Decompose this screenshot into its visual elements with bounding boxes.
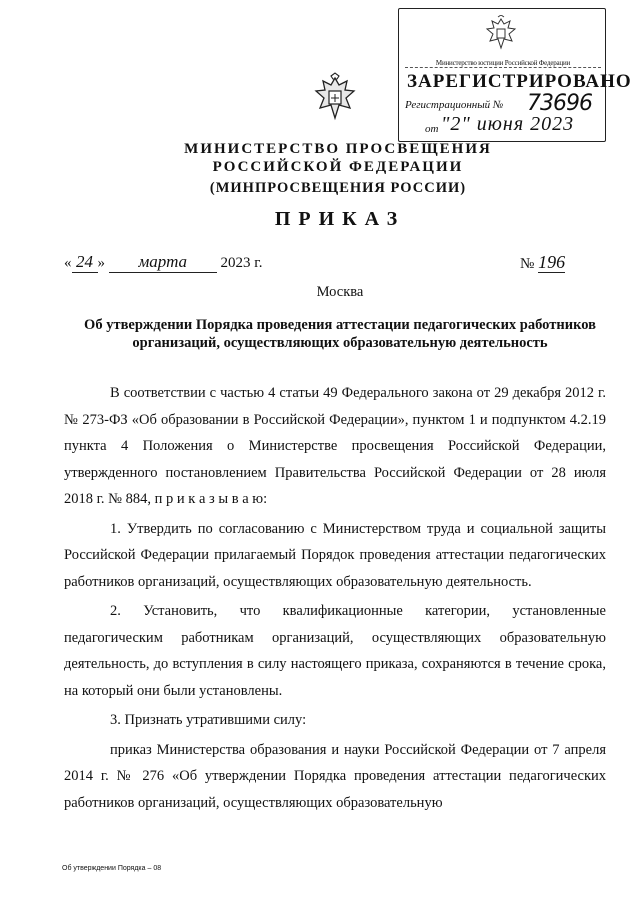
coat-of-arms-icon	[484, 15, 518, 53]
document-body	[64, 380, 606, 816]
number-value: 196	[538, 252, 566, 272]
ministry-abbreviation: (МИНПРОСВЕЩЕНИЯ РОССИИ)	[209, 180, 467, 196]
stamp-date-handwritten: "2" июня 2023	[441, 113, 575, 135]
date-close-quote: »	[97, 255, 105, 271]
stamp-registered-label: ЗАРЕГИСТРИРОВАНО	[407, 71, 632, 92]
stamp-date-label: от	[425, 123, 439, 135]
number-label: №	[520, 256, 535, 272]
paragraph-item-3: 3. Признать утратившими силу:	[110, 712, 307, 728]
title-line1: Об утверждении Порядка проведения аттестации педагогических работников	[84, 317, 596, 333]
stamp-reg-label: Регистрационный №	[405, 99, 504, 111]
page-footer: Об утверждении Порядка – 08	[62, 865, 162, 872]
coat-of-arms-icon	[312, 72, 358, 124]
registration-stamp	[398, 8, 632, 142]
document-title	[60, 316, 620, 352]
date-open-quote: «	[64, 255, 72, 271]
ministry-name	[168, 140, 508, 176]
paragraph-item-2: 2. Установить, что квалификационные категории, установленные педагогическим работникам организаций, осуществляющих образовательную деятельность, до вступления в силу настоящего приказа, сохраняются в течение срока, на который они были установлены.	[64, 603, 606, 699]
ministry-name-line2: РОССИЙСКОЙ ФЕДЕРАЦИИ	[212, 159, 464, 175]
paragraph-repealed-order: приказ Министерства образования и науки Российской Федерации от 7 апреля 2014 г. № 276 «Об утверждении Порядка проведения аттестации педагогических работников организаций, осуществляющих образовательную	[64, 741, 606, 811]
date-day: 24	[72, 252, 98, 273]
order-number	[520, 252, 565, 273]
stamp-ministry-name: Министерство юстиции Российской Федерации	[405, 59, 601, 68]
document-type: ПРИКАЗ	[274, 208, 406, 230]
order-date	[64, 252, 262, 273]
date-year: 2023 г.	[220, 255, 263, 271]
city: Москва	[316, 284, 364, 300]
stamp-reg-number: 73696	[527, 91, 592, 116]
ministry-name-line1: МИНИСТЕРСТВО ПРОСВЕЩЕНИЯ	[184, 141, 492, 157]
paragraph-preamble: В соответствии с частью 4 статьи 49 Федерального закона от 29 декабря 2012 г. № 273-ФЗ «Об образовании в Российской Федерации», пунктом 1 и подпунктом 4.2.19 пункта 4 Положения о Министерстве просвещения Российской Федерации, утвержденного постановлением Правительства Российской Федерации от 28 июля 2018 г. № 884, п р и к а з ы в а ю:	[64, 385, 606, 507]
date-month: марта	[109, 252, 217, 273]
paragraph-item-1: 1. Утвердить по согласованию с Министерством труда и социальной защиты Российской Федерации прилагаемый Порядок проведения аттестации педагогических работников организаций, осуществляющих образовательную деятельность.	[64, 520, 606, 590]
title-line2: организаций, осуществляющих образовательную деятельность	[132, 335, 548, 351]
